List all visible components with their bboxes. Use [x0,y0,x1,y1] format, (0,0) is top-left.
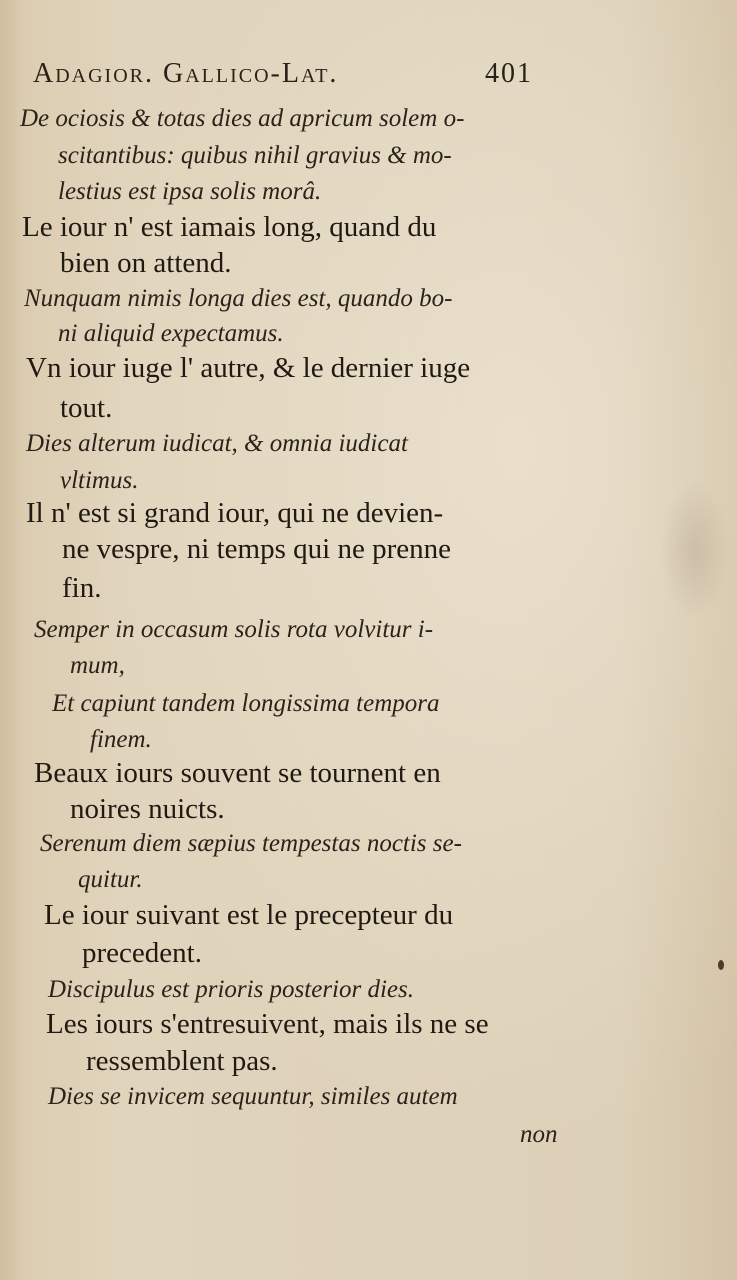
page-number: 401 [485,58,533,89]
latin-line: lestius est ipsa solis morâ. [58,178,322,205]
latin-line: mum, [70,652,125,679]
latin-line: Nunquam nimis longa dies est, quando bo- [24,285,453,312]
latin-line: Dies alterum iudicat, & omnia iudicat [26,430,408,457]
latin-line: scitantibus: quibus nihil gravius & mo- [58,142,452,169]
french-line: bien on attend. [60,247,232,279]
french-line: tout. [60,392,113,424]
latin-line: Serenum diem sæpius tempestas noctis se- [40,830,462,857]
latin-line: quitur. [78,866,143,893]
french-line: Le iour suivant est le precepteur du [44,899,454,931]
french-line: ressemblent pas. [86,1045,278,1077]
latin-line: De ociosis & totas dies ad apricum solem o- [20,105,465,132]
french-line: Le iour n' est iamais long, quand du [22,211,437,243]
catchword: non [520,1121,558,1148]
latin-line: Et capiunt tandem longissima tempora [52,690,440,717]
latin-line: vltimus. [60,467,139,494]
header-title: Adagior. Gallico-Lat. [33,58,339,89]
french-line: ne vespre, ni temps qui ne prenne [62,533,451,565]
french-line: Beaux iours souvent se tournent en [34,757,441,789]
ink-fleck [718,960,724,970]
latin-line: Semper in occasum solis rota volvitur i- [34,616,434,643]
latin-line: Discipulus est prioris posterior dies. [48,976,414,1003]
latin-line: ni aliquid expectamus. [58,320,284,347]
french-line: fin. [62,572,102,604]
latin-line: Dies se invicem sequuntur, similes autem [48,1083,458,1110]
french-line: noires nuicts. [70,793,225,825]
running-header [33,58,533,90]
bleed-through-shadow [660,480,730,620]
french-line: Les iours s'entresuivent, mais ils ne se [46,1008,489,1040]
french-line: precedent. [82,937,202,969]
latin-line: finem. [90,726,152,753]
french-line: Il n' est si grand iour, qui ne devien- [26,497,444,529]
french-line: Vn iour iuge l' autre, & le dernier iuge [26,352,471,384]
